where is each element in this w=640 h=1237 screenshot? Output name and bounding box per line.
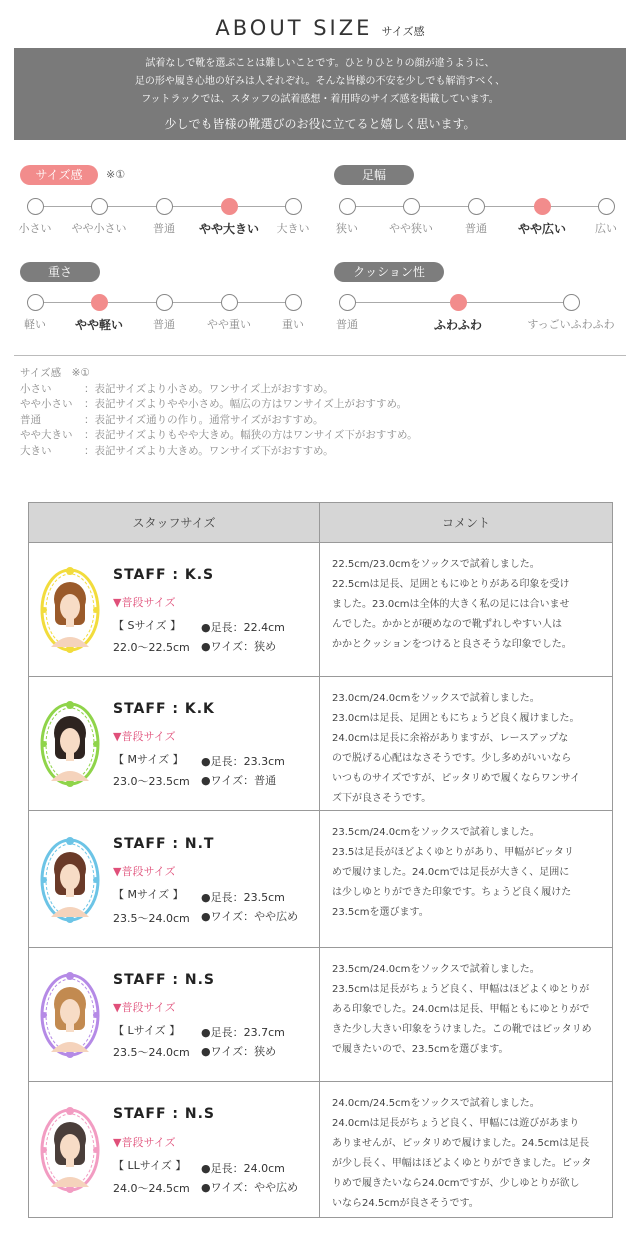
comment-line: ました。23.0cmは全体的大きく私の足には合いませ	[332, 599, 570, 610]
scale-width-label: やや広い	[517, 222, 567, 236]
scale-width-label: やや狭い	[389, 222, 433, 235]
usual-size-label: ▼普段サイズ	[113, 1136, 176, 1149]
staff-width: ●ワイズ：やや広め	[201, 1181, 299, 1194]
scale-weight-label: やや重い	[207, 318, 251, 331]
comment-line: んでした。かかとが硬めなので靴ずれしやすい人は	[332, 619, 562, 630]
comment-line: 23.5cmは足長がちょうど良く、甲幅はほどよくゆとりが	[332, 984, 590, 995]
legend-text: ：表記サイズよりやや小さめ。幅広の方はワンサイズ上がおすすめ。	[84, 398, 408, 410]
legend-heading: サイズ感 ※①	[20, 367, 90, 379]
scale-width-label: 狭い	[336, 222, 358, 235]
scale-width-label: 普通	[465, 222, 487, 235]
scale-weight-label: 重い	[282, 318, 304, 331]
staff-comment	[320, 948, 613, 1082]
staff-size-range: 23.5〜24.0cm	[113, 912, 190, 925]
scale-weight-label: 普通	[153, 318, 175, 331]
staff-comment	[320, 543, 613, 677]
staff-size-range: 23.5〜24.0cm	[113, 1046, 190, 1059]
staff-size-range: 23.0〜23.5cm	[113, 775, 190, 788]
scale-size-label: 普通	[153, 222, 175, 235]
legend-key: 普通	[20, 413, 41, 426]
staff-width: ●ワイズ：狭め	[201, 640, 277, 653]
staff-width: ●ワイズ：普通	[201, 774, 277, 787]
scale-cushion-label: すっごいふわふわ	[527, 318, 615, 331]
table-row	[29, 543, 613, 677]
scale-cushion-badge: クッション性	[334, 262, 444, 282]
staff-portrait-icon	[37, 970, 103, 1060]
comment-line: ので脱げる心配はなさそうです。少し多めがいいなら	[332, 753, 572, 764]
legend-row	[20, 428, 418, 444]
legend-key: やや大きい	[20, 429, 73, 441]
comment-line: 23.5は足長がほどよくゆとりがあり、甲幅がピッタリ	[332, 847, 574, 858]
staff-portrait-icon	[37, 565, 103, 655]
comment-line: ある印象でした。24.0cmは足長、甲幅ともにゆとりがで	[332, 1004, 590, 1015]
comment-line: きた少し大きい印象をうけました。この靴ではピッタリめ	[332, 1024, 592, 1035]
comment-line: 23.5cmを選びます。	[332, 907, 429, 918]
comment-line: 23.5cm/24.0cmをソックスで試着しました。	[332, 964, 540, 975]
staff-foot-length: ●足長：23.3cm	[201, 755, 285, 768]
intro-line-4: 少しでも皆様の靴選びのお役に立てると嬉しく思います。	[164, 117, 476, 131]
staff-table	[28, 502, 613, 1218]
table-row	[29, 811, 613, 948]
table-row	[29, 1082, 613, 1218]
scale-size-label: やや大きい	[198, 222, 260, 236]
legend-row	[20, 444, 418, 460]
staff-name: STAFF : K.S	[113, 567, 215, 583]
scale-size-point	[285, 198, 302, 215]
scale-cushion-point	[450, 294, 467, 311]
intro-line-3: フットラックでは、スタッフの試着感想・着用時のサイズ感を掲載しています。	[141, 94, 499, 105]
comment-line: ありませんが、ピッタリめで履けました。24.5cmは足長	[332, 1138, 590, 1149]
comment-line: 24.0cmは足長に余裕がありますが、レースアップな	[332, 733, 569, 744]
scale-weight-point	[156, 294, 173, 311]
comment-line: いつものサイズですが、ピッタリめで履くならワンサイ	[332, 773, 581, 784]
legend-text: ：表記サイズ通りの作り。通常サイズがおすすめ。	[84, 413, 324, 426]
scale-size-point	[91, 198, 108, 215]
staff-name: STAFF : N.T	[113, 836, 215, 852]
staff-comment	[320, 1082, 613, 1218]
scale-size-point	[221, 198, 238, 215]
usual-size-label: ▼普段サイズ	[113, 596, 176, 609]
staff-info-cell	[29, 811, 320, 948]
scale-width-point	[468, 198, 485, 215]
legend-text: ：表記サイズより小さめ。ワンサイズ上がおすすめ。	[84, 382, 334, 395]
intro-box	[14, 48, 626, 140]
legend-row	[20, 397, 418, 413]
staff-info-cell	[29, 543, 320, 677]
staff-comment	[320, 811, 613, 948]
staff-foot-length: ●足長：23.7cm	[201, 1026, 285, 1039]
title-en: ABOUT SIZE	[215, 16, 373, 40]
comment-line: 24.0cmは足長がちょうど良く、甲幅には遊びがあまり	[332, 1118, 580, 1129]
staff-foot-length: ●足長：22.4cm	[201, 621, 285, 634]
table-header-row	[29, 503, 613, 543]
intro-line-1: 試着なしで靴を選ぶことは難しいことです。ひとりひとりの顔が違うように、	[145, 58, 495, 69]
scale-width-point	[403, 198, 420, 215]
scale-weight-label: 軽い	[24, 318, 46, 331]
comment-line: 23.0cmは足長、足囲ともにちょうど良く履けました。	[332, 713, 580, 724]
staff-info-cell	[29, 677, 320, 811]
usual-size-label: ▼普段サイズ	[113, 730, 176, 743]
usual-size-label: ▼普段サイズ	[113, 865, 176, 878]
scale-cushion-label: ふわふわ	[433, 318, 483, 332]
scale-weight-point	[285, 294, 302, 311]
scale-weight-badge: 重さ	[20, 262, 100, 282]
comment-line: 23.0cm/24.0cmをソックスで試着しました。	[332, 693, 540, 704]
staff-portrait-icon	[37, 699, 103, 789]
intro-line-2: 足の形や履き心地の好みは人それぞれ。そんな皆様の不安を少しでも解消すべく、	[134, 76, 506, 87]
title-jp: サイズ感	[381, 25, 425, 38]
scale-width-point	[598, 198, 615, 215]
staff-portrait-icon	[37, 1105, 103, 1195]
comment-line: かかとクッションをつけると良さそうな印象でした。	[332, 639, 572, 650]
staff-foot-length: ●足長：24.0cm	[201, 1162, 285, 1175]
staff-size-range: 22.0〜22.5cm	[113, 641, 190, 654]
scale-cushion-point	[563, 294, 580, 311]
scale-size-label: 小さい	[18, 222, 52, 235]
page-title	[0, 16, 640, 40]
staff-foot-length: ●足長：23.5cm	[201, 891, 285, 904]
legend-row	[20, 413, 418, 429]
scale-width-badge: 足幅	[334, 165, 414, 185]
staff-width: ●ワイズ：やや広め	[201, 910, 299, 923]
staff-name: STAFF : N.S	[113, 1106, 215, 1122]
scale-weight-label: やや軽い	[74, 318, 124, 332]
scale-width-label: 広い	[595, 222, 617, 235]
scale-size-point	[156, 198, 173, 215]
scale-note-ref: ※①	[106, 168, 126, 181]
scale-weight-point	[91, 294, 108, 311]
comment-line: 23.5cm/24.0cmをソックスで試着しました。	[332, 827, 540, 838]
comment-line: いなら24.5cmが良さそうです。	[332, 1198, 479, 1209]
staff-width: ●ワイズ：狭め	[201, 1045, 277, 1058]
scale-size-badge: サイズ感	[20, 165, 98, 185]
staff-name: STAFF : N.S	[113, 972, 215, 988]
legend-text: ：表記サイズよりもやや大きめ。幅狭の方はワンサイズ下がおすすめ。	[84, 429, 418, 441]
col-comment: コメント	[320, 503, 613, 543]
comment-line: で履きたいので、23.5cmを選びます。	[332, 1044, 509, 1055]
scale-width-point	[339, 198, 356, 215]
legend-row	[20, 382, 418, 398]
col-staff-size: スタッフサイズ	[29, 503, 320, 543]
staff-info-cell	[29, 1082, 320, 1218]
scale-width-point	[534, 198, 551, 215]
scale-cushion-point	[339, 294, 356, 311]
staff-info-cell	[29, 948, 320, 1082]
legend-key: 小さい	[20, 382, 52, 395]
comment-line: めで履けました。24.0cmでは足長が大きく、足囲に	[332, 867, 570, 878]
staff-name: STAFF : K.K	[113, 701, 215, 717]
staff-comment	[320, 677, 613, 811]
scale-size-label: やや小さい	[71, 222, 127, 235]
scale-weight-point	[221, 294, 238, 311]
usual-size-label: ▼普段サイズ	[113, 1001, 176, 1014]
staff-portrait-icon	[37, 835, 103, 925]
size-legend	[20, 366, 418, 459]
divider	[14, 355, 626, 356]
scale-cushion-label: 普通	[336, 318, 358, 331]
comment-line: は少しゆとりができた印象です。ちょうど良く履けた	[332, 887, 572, 898]
comment-line: が少し長く、甲幅はほどよくゆとりができました。ピッタ	[332, 1158, 592, 1169]
scale-weight-point	[27, 294, 44, 311]
scale-size-point	[27, 198, 44, 215]
comment-line: 22.5cm/23.0cmをソックスで試着しました。	[332, 559, 540, 570]
staff-size: 【 Mサイズ 】	[113, 753, 184, 766]
comment-line: 22.5cmは足長、足囲ともにゆとりがある印象を受け	[332, 579, 570, 590]
legend-key: やや小さい	[20, 398, 73, 410]
legend-text: ：表記サイズより大きめ。ワンサイズ下がおすすめ。	[84, 444, 334, 457]
comment-line: ズ下が良さそうです。	[332, 793, 432, 804]
table-row	[29, 677, 613, 811]
scale-size-label: 大きい	[276, 222, 310, 235]
table-row	[29, 948, 613, 1082]
staff-size: 【 Mサイズ 】	[113, 888, 184, 901]
staff-size-range: 24.0〜24.5cm	[113, 1182, 190, 1195]
comment-line: りめで履きたいなら24.0cmですが、少しゆとりが欲し	[332, 1178, 580, 1189]
staff-size: 【 Lサイズ 】	[113, 1024, 181, 1037]
legend-key: 大きい	[20, 444, 52, 457]
staff-size: 【 Sサイズ 】	[113, 619, 182, 632]
staff-size: 【 LLサイズ 】	[113, 1159, 187, 1172]
comment-line: 24.0cm/24.5cmをソックスで試着しました。	[332, 1098, 540, 1109]
